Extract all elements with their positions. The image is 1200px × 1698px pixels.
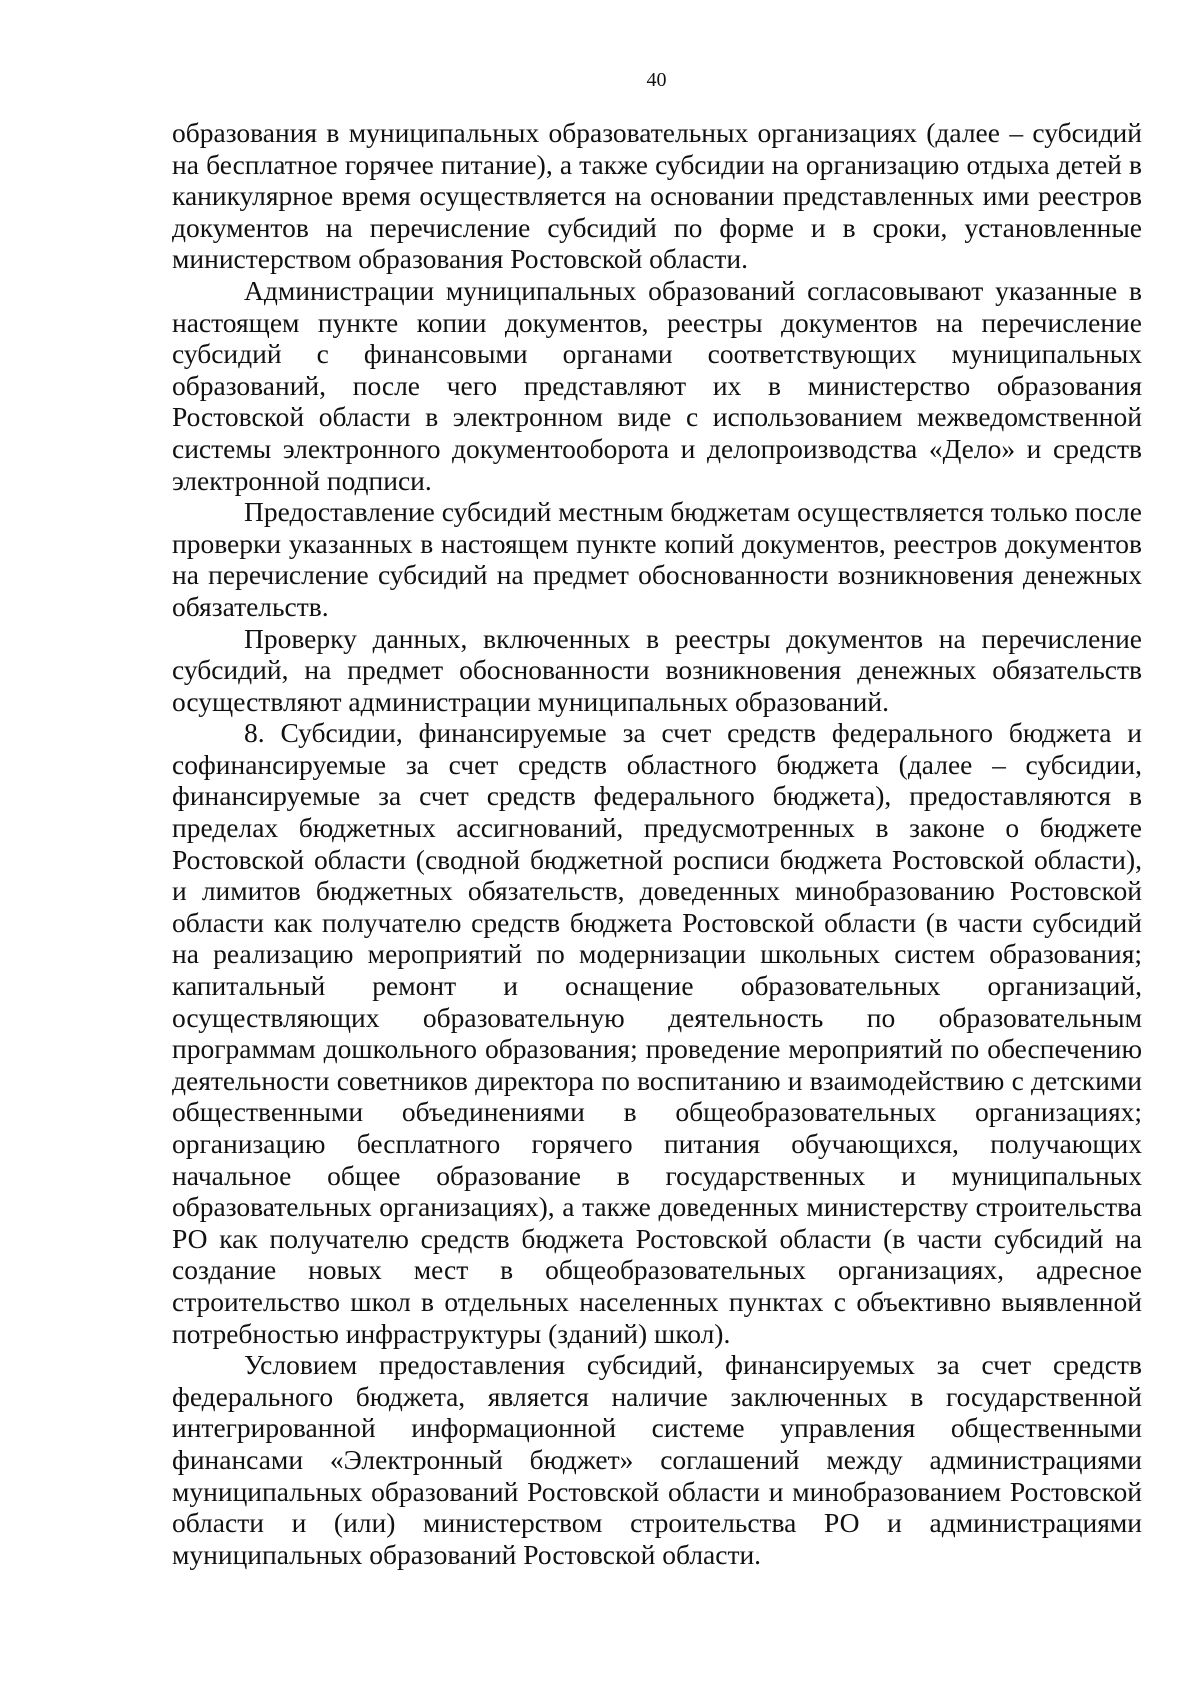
page-number: 40	[646, 69, 667, 91]
paragraph-3: Предоставление субсидий местным бюджетам осуществляется только после проверки указанных в настоящем пункте копий документов, реестров документов на перечисление субсидий на предмет обоснованности возникновения денежных обязательств.	[172, 496, 1142, 622]
paragraph-1: образования в муниципальных образовательных организациях (далее – субсидий на бесплатное горячее питание), а также субсидии на организацию отдыха детей в каникулярное время осуществляется на основании представленных ими реестров документов на перечисление субсидий по форме и в сроки, установленные министерством образования Ростовской области.	[172, 117, 1142, 275]
paragraph-6: Условием предоставления субсидий, финансируемых за счет средств федерального бюджета, является наличие заключенных в государственной интегрированной информационной системе управления общественными финансами «Электронный бюджет» соглашений между администрациями муниципальных образований Ростовской области и минобразованием Ростовской области и (или) министерством строительства РО и администрациями муниципальных образований Ростовской области.	[172, 1349, 1142, 1570]
paragraph-4: Проверку данных, включенных в реестры документов на перечисление субсидий, на предмет обоснованности возникновения денежных обязательств осуществляют администрации муниципальных образований.	[172, 622, 1142, 717]
document-body	[172, 117, 1142, 1570]
paragraph-5: 8. Субсидии, финансируемые за счет средств федерального бюджета и софинансируемые за счет средств областного бюджета (далее – субсидии, финансируемые за счет средств федерального бюджета), предоставляются в пределах бюджетных ассигнований, предусмотренных в законе о бюджете Ростовской области (сводной бюджетной росписи бюджета Ростовской области), и лимитов бюджетных обязательств, доведенных минобразованию Ростовской области как получателю средств бюджета Ростовской области (в части субсидий на реализацию мероприятий по модернизации школьных систем образования; капитальный ремонт и оснащение образовательных организаций, осуществляющих образовательную деятельность по образовательным программам дошкольного образования; проведение мероприятий по обеспечению деятельности советников директора по воспитанию и взаимодействию с детскими общественными объединениями в общеобразовательных организациях; организацию бесплатного горячего питания обучающихся, получающих начальное общее образование в государственных и муниципальных образовательных организациях), а также доведенных министерству строительства РО как получателю средств бюджета Ростовской области (в части субсидий на создание новых мест в общеобразовательных организациях, адресное строительство школ в отдельных населенных пунктах с объективно выявленной потребностью инфраструктуры (зданий) школ).	[172, 717, 1142, 1349]
paragraph-2: Администрации муниципальных образований согласовывают указанные в настоящем пункте копии документов, реестры документов на перечисление субсидий с финансовыми органами соответствующих муниципальных образований, после чего представляют их в министерство образования Ростовской области в электронном виде с использованием межведомственной системы электронного документооборота и делопроизводства «Дело» и средств электронной подписи.	[172, 274, 1142, 496]
